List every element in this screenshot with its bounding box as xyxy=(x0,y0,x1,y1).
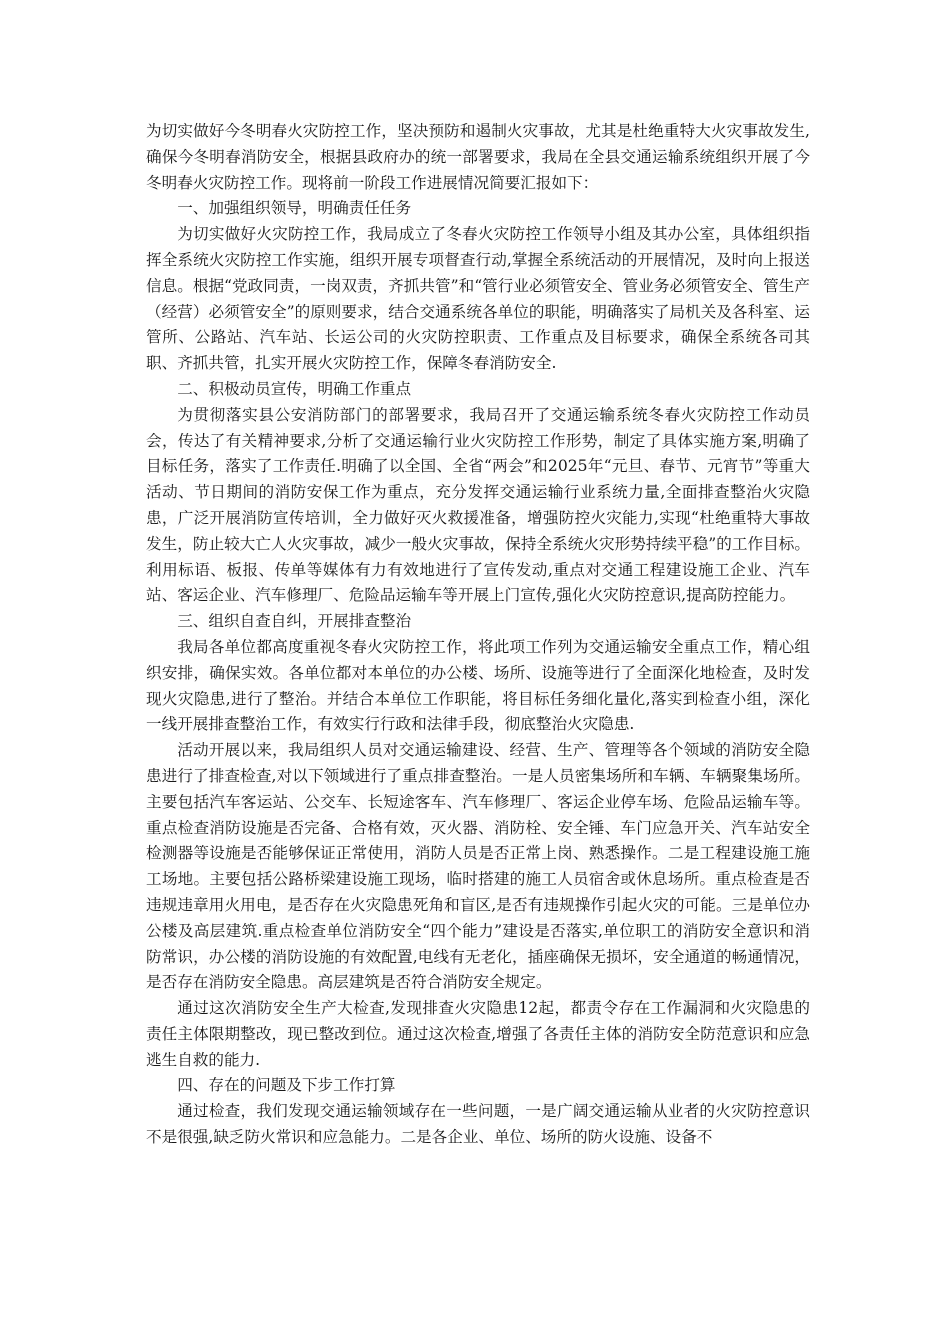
intro-paragraph: 为切实做好今冬明春火灾防控工作，坚决预防和遏制火灾事故，尤其是杜绝重特大火灾事故发生,确保今冬明春消防安全，根据县政府办的统一部署要求，我局在全县交通运输系统组织开展了今冬明春火灾防控工作。现将前一阶段工作进展情况简要汇报如下： xyxy=(146,122,810,192)
section-3-paragraph-3: 通过这次消防安全生产大检查,发现排查火灾隐患12起，都责令存在工作漏洞和火灾隐患的责任主体限期整改，现已整改到位。通过这次检查,增强了各责任主体的消防安全防范意识和应急逃生自救的能力. xyxy=(146,999,810,1069)
section-2-heading: 二、积极动员宣传，明确工作重点 xyxy=(177,379,412,398)
section-1-heading: 一、加强组织领导，明确责任任务 xyxy=(177,199,412,218)
section-4-heading: 四、存在的问题及下步工作打算 xyxy=(177,1076,396,1095)
document-body xyxy=(146,119,810,1151)
section-3-paragraph-1: 我局各单位都高度重视冬春火灾防控工作，将此项工作列为交通运输安全重点工作，精心组织安排，确保实效。各单位都对本单位的办公楼、场所、设施等进行了全面深化地检查，及时发现火灾隐患,进行了整治。并结合本单位工作职能，将目标任务细化量化,落实到检查小组，深化一线开展排查整治工作，有效实行行政和法律手段，彻底整治火灾隐患. xyxy=(146,637,810,734)
section-2-paragraph-1: 为贯彻落实县公安消防部门的部署要求，我局召开了交通运输系统冬春火灾防控工作动员会，传达了有关精神要求,分析了交通运输行业火灾防控工作形势，制定了具体实施方案,明确了目标任务，落实了工作责任.明确了以全国、全省“两会”和2025年“元旦、春节、元宵节”等重大活动、节日期间的消防安保工作为重点，充分发挥交通运输行业系统力量,全面排查整治火灾隐患，广泛开展消防宣传培训，全力做好灭火救援准备，增强防控火灾能力,实现“杜绝重特大事故发生，防止较大亡人火灾事故，减少一般火灾事故，保持全系统火灾形势持续平稳”的工作目标。利用标语、板报、传单等媒体有力有效地进行了宣传发动,重点对交通工程建设施工企业、汽车站、客运企业、汽车修理厂、危险品运输车等开展上门宣传,强化火灾防控意识,提高防控能力。 xyxy=(146,405,810,605)
section-4-paragraph-1: 通过检查，我们发现交通运输领域存在一些问题，一是广阔交通运输从业者的火灾防控意识不是很强,缺乏防火常识和应急能力。二是各企业、单位、场所的防火设施、设备不 xyxy=(146,1102,810,1147)
section-3-heading: 三、组织自查自纠，开展排查整治 xyxy=(177,612,412,631)
section-1-paragraph-1: 为切实做好火灾防控工作，我局成立了冬春火灾防控工作领导小组及其办公室，具体组织指挥全系统火灾防控工作实施，组织开展专项督查行动,掌握全系统活动的开展情况，及时向上报送信息。根据“党政同责，一岗双责，齐抓共管”和“管行业必须管安全、管业务必须管安全、管生产（经营）必须管安全”的原则要求，结合交通系统各单位的职能，明确落实了局机关及各科室、运管所、公路站、汽车站、长运公司的火灾防控职责、工作重点及目标要求，确保全系统各司其职、齐抓共管，扎实开展火灾防控工作，保障冬春消防安全. xyxy=(146,225,810,373)
section-3-paragraph-2: 活动开展以来，我局组织人员对交通运输建设、经营、生产、管理等各个领域的消防安全隐患进行了排查检查,对以下领域进行了重点排查整治。一是人员密集场所和车辆、车辆聚集场所。主要包括汽车客运站、公交车、长短途客车、汽车修理厂、客运企业停车场、危险品运输车等。重点检查消防设施是否完备、合格有效，灭火器、消防栓、安全锤、车门应急开关、汽车站安全检测器等设施是否能够保证正常使用，消防人员是否正常上岗、熟悉操作。二是工程建设施工施工场地。主要包括公路桥梁建设施工现场，临时搭建的施工人员宿舍或休息场所。重点检查是否违规违章用火用电，是否存在火灾隐患死角和盲区,是否有违规操作引起火灾的可能。三是单位办公楼及高层建筑.重点检查单位消防安全“四个能力”建设是否落实,单位职工的消防安全意识和消防常识，办公楼的消防设施的有效配置,电线有无老化，插座确保无损坏，安全通道的畅通情况，是否存在消防安全隐患。高层建筑是否符合消防安全规定。 xyxy=(146,741,810,992)
